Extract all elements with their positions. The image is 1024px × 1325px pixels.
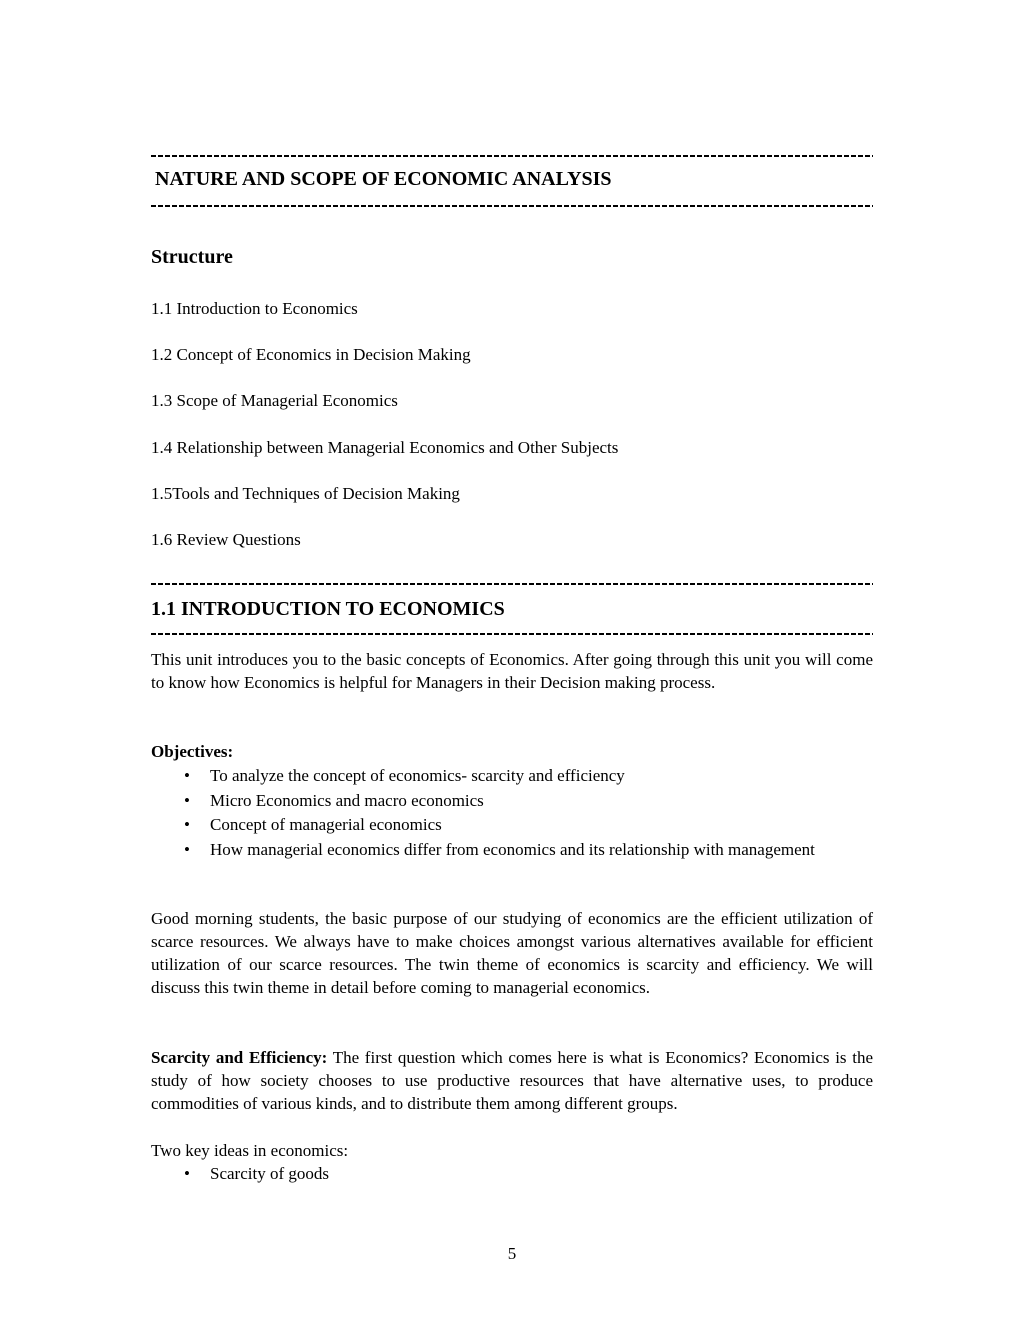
scarcity-paragraph xyxy=(151,1046,873,1115)
list-item xyxy=(151,838,873,861)
list-item xyxy=(151,813,873,836)
structure-item: 1.4 Relationship between Managerial Economics and Other Subjects xyxy=(151,437,619,457)
page-number: 5 xyxy=(507,1244,517,1263)
objective-text: To analyze the concept of economics- scarcity and efficiency xyxy=(210,766,625,785)
bullet-icon: • xyxy=(184,1164,190,1183)
structure-item: 1.3 Scope of Managerial Economics xyxy=(151,391,398,411)
bullet-icon: • xyxy=(184,766,190,785)
structure-item: 1.1 Introduction to Economics xyxy=(151,299,358,318)
bullet-icon: • xyxy=(184,815,190,834)
objective-text: How managerial economics differ from economics and its relationship with management xyxy=(210,839,815,859)
divider-title-bottom xyxy=(151,200,873,212)
structure-item: 1.5Tools and Techniques of Decision Making xyxy=(151,483,460,503)
divider-top xyxy=(151,150,873,162)
structure-list xyxy=(151,298,618,575)
key-idea-text: Scarcity of goods xyxy=(210,1164,329,1183)
objectives-list xyxy=(151,764,873,862)
scarcity-text: The first question which comes here is what is Economics? Economics is the study of how society chooses to use productive resources that have alternative uses, to produce commodities of various kinds, and to distribute them among different groups. xyxy=(151,1048,874,1113)
intro-paragraph: This unit introduces you to the basic concepts of Economics. After going through this unit you will come to know how Economics is helpful for Managers in their Decision making process. xyxy=(151,650,873,692)
list-item xyxy=(151,764,873,787)
chapter-title: NATURE AND SCOPE OF ECONOMIC ANALYSIS xyxy=(155,168,612,190)
list-item xyxy=(151,789,873,812)
body-paragraph: Good morning students, the basic purpose of our studying of economics are the efficient utilization of scarce resources. We always have to make choices amongst various alternatives available for efficient utilization of our scarce resources. The twin theme of economics is scarcity and efficiency. We will discuss this twin theme in detail before coming to managerial economics. xyxy=(151,909,873,997)
list-item xyxy=(151,1162,873,1185)
key-ideas-list xyxy=(151,1162,873,1187)
structure-item: 1.2 Concept of Economics in Decision Making xyxy=(151,345,471,365)
objectives-label: Objectives: xyxy=(151,742,234,761)
scarcity-label: Scarcity and Efficiency: xyxy=(151,1048,328,1067)
divider-section-top xyxy=(151,578,873,590)
objective-text: Concept of managerial economics xyxy=(210,815,442,834)
divider-section-bottom xyxy=(151,628,873,640)
section-title: 1.1 INTRODUCTION TO ECONOMICS xyxy=(151,598,505,620)
bullet-icon: • xyxy=(184,790,190,810)
objective-text: Micro Economics and macro economics xyxy=(210,790,484,810)
structure-heading: Structure xyxy=(151,246,233,268)
structure-item: 1.6 Review Questions xyxy=(151,529,301,549)
key-ideas-line: Two key ideas in economics: xyxy=(151,1141,349,1160)
bullet-icon: • xyxy=(184,839,190,859)
